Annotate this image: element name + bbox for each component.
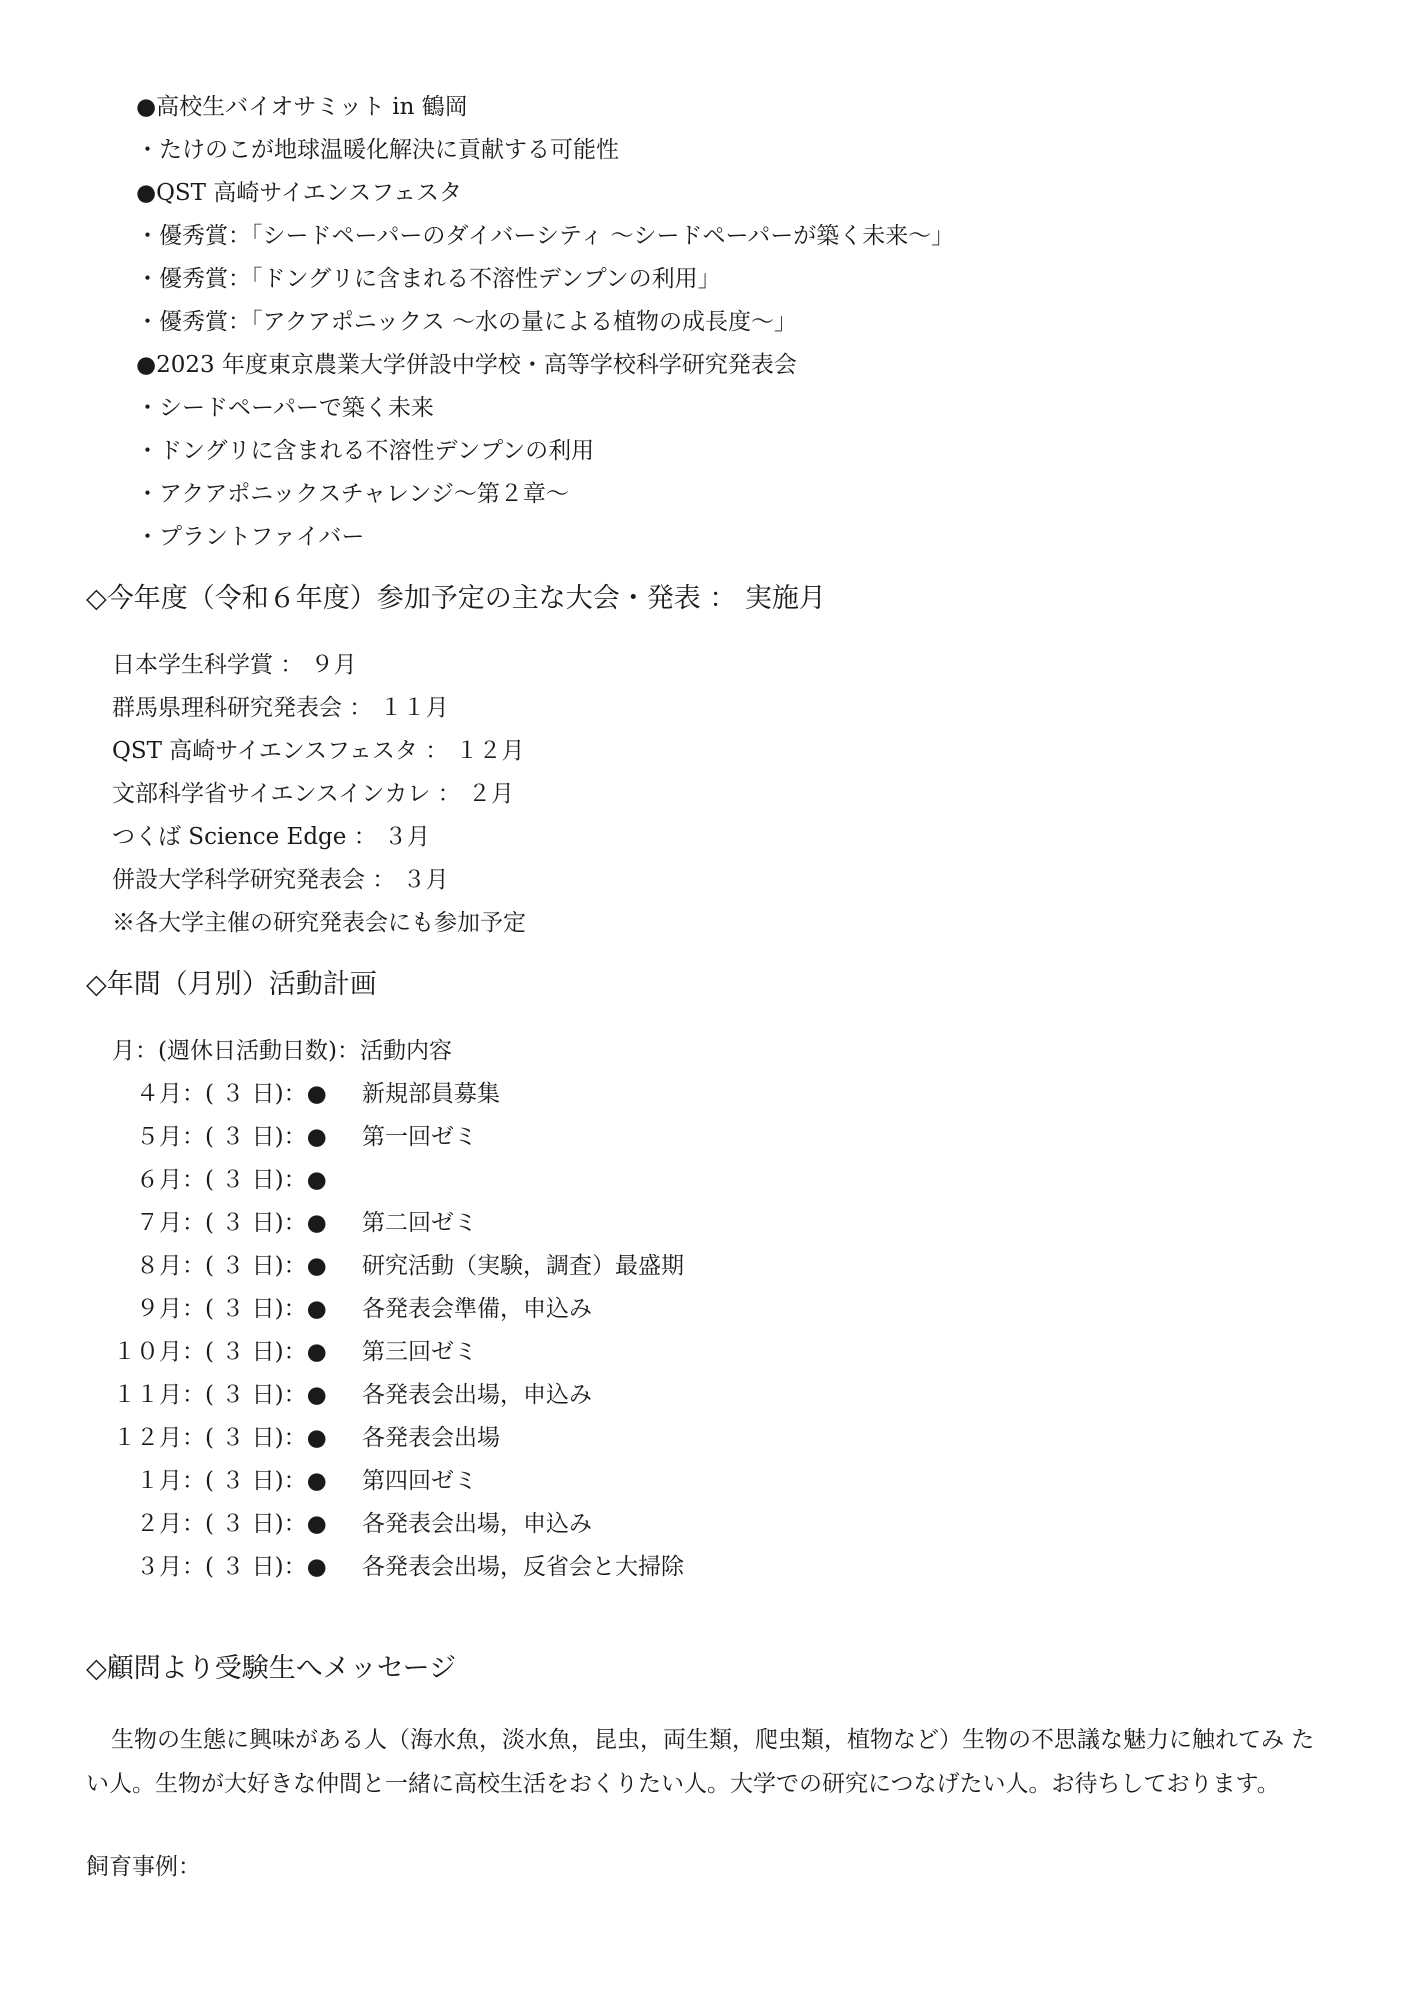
plan-month: ７月 [136,1210,182,1236]
plan-activity: 第四回ゼミ [362,1468,477,1494]
event-title: ●高校生バイオサミット in 鶴岡 [136,94,468,120]
event-schedule-item: 文部科学省サイエンスインカレ ： ２月 [112,781,514,807]
plan-month: ９月 [136,1296,182,1322]
section-heading-events: ◇今年度（令和６年度）参加予定の主な大会・発表 ： 実施月 [86,583,826,614]
event-schedule-item: つくば Science Edge ： ３月 [112,824,431,850]
breeding-examples-label: 飼育事例： [86,1854,201,1880]
section-heading-plan: ◇年間（月別）活動計画 [86,969,377,1000]
plan-month: １０月 [113,1339,182,1365]
plan-activity: 新規部員募集 [362,1081,500,1107]
plan-month: ４月 [136,1081,182,1107]
plan-days: ：( ３ 日)：● [182,1468,327,1494]
plan-activity: 第三回ゼミ [362,1339,477,1365]
event-title: ●QST 高崎サイエンスフェスタ [136,180,462,206]
result-item: ・たけのこが地球温暖化解決に貢献する可能性 [136,137,619,163]
message-body: 生物の生態に興味がある人（海水魚，淡水魚，昆虫，両生類，爬虫類，植物など）生物の不思議な魅力に触れてみ たい人。生物が大好きな仲間と一緒に高校生活をおくりたい人。大学での研究につなげたい人。お待ちしております。 [86,1727,1315,1797]
result-item: ・優秀賞：「シードペーパーのダイバーシティ ～シードペーパーが築く未来～」 [136,223,955,249]
event-schedule-item: QST 高崎サイエンスフェスタ ： １２月 [112,738,525,764]
plan-month: ３月 [136,1554,182,1580]
plan-activity: 各発表会出場，反省会と大掃除 [362,1554,684,1580]
plan-days: ：( ３ 日)：● [182,1167,327,1193]
plan-days: ：( ３ 日)：● [182,1382,327,1408]
plan-days: ：( ３ 日)：● [182,1554,327,1580]
result-item: ・優秀賞：「アクアポニックス ～水の量による植物の成長度～」 [136,309,797,335]
plan-activity: 第一回ゼミ [362,1124,477,1150]
plan-activity: 研究活動（実験，調査）最盛期 [362,1253,684,1279]
event-schedule-item: 併設大学科学研究発表会 ： ３月 [112,867,449,893]
plan-days: ：( ３ 日)：● [182,1425,327,1451]
event-title: ●2023 年度東京農業大学併設中学校・高等学校科学研究発表会 [136,352,797,378]
event-schedule-note: ※各大学主催の研究発表会にも参加予定 [112,910,526,936]
plan-days: ：( ３ 日)：● [182,1511,327,1537]
plan-activity: 第二回ゼミ [362,1210,477,1236]
plan-month: ５月 [136,1124,182,1150]
section-heading-message: ◇顧問より受験生へメッセージ [86,1653,457,1684]
plan-month: １月 [136,1468,182,1494]
plan-month: ８月 [136,1253,182,1279]
result-item: ・プラントファイバー [136,524,365,550]
result-item: ・シードペーパーで築く未来 [136,395,434,421]
plan-month: １１月 [113,1382,182,1408]
plan-days: ：( ３ 日)：● [182,1210,327,1236]
plan-days: ：( ３ 日)：● [182,1124,327,1150]
plan-days: ：( ３ 日)：● [182,1081,327,1107]
plan-month: １２月 [113,1425,182,1451]
plan-activity: 各発表会出場，申込み [362,1511,592,1537]
plan-table-header: 月：(週休日活動日数)：活動内容 [112,1038,452,1064]
event-schedule-item: 日本学生科学賞 ： ９月 [112,652,357,678]
plan-days: ：( ３ 日)：● [182,1296,327,1322]
plan-month: ２月 [136,1511,182,1537]
plan-days: ：( ３ 日)：● [182,1339,327,1365]
plan-activity: 各発表会出場 [362,1425,500,1451]
result-item: ・アクアポニックスチャレンジ～第２章～ [136,481,569,507]
plan-month: ６月 [136,1167,182,1193]
plan-activity: 各発表会準備，申込み [362,1296,592,1322]
event-schedule-item: 群馬県理科研究発表会 ： １１月 [112,695,449,721]
plan-days: ：( ３ 日)：● [182,1253,327,1279]
result-item: ・ドングリに含まれる不溶性デンプンの利用 [136,438,595,464]
plan-activity: 各発表会出場，申込み [362,1382,592,1408]
result-item: ・優秀賞：「ドングリに含まれる不溶性デンプンの利用」 [136,266,721,292]
